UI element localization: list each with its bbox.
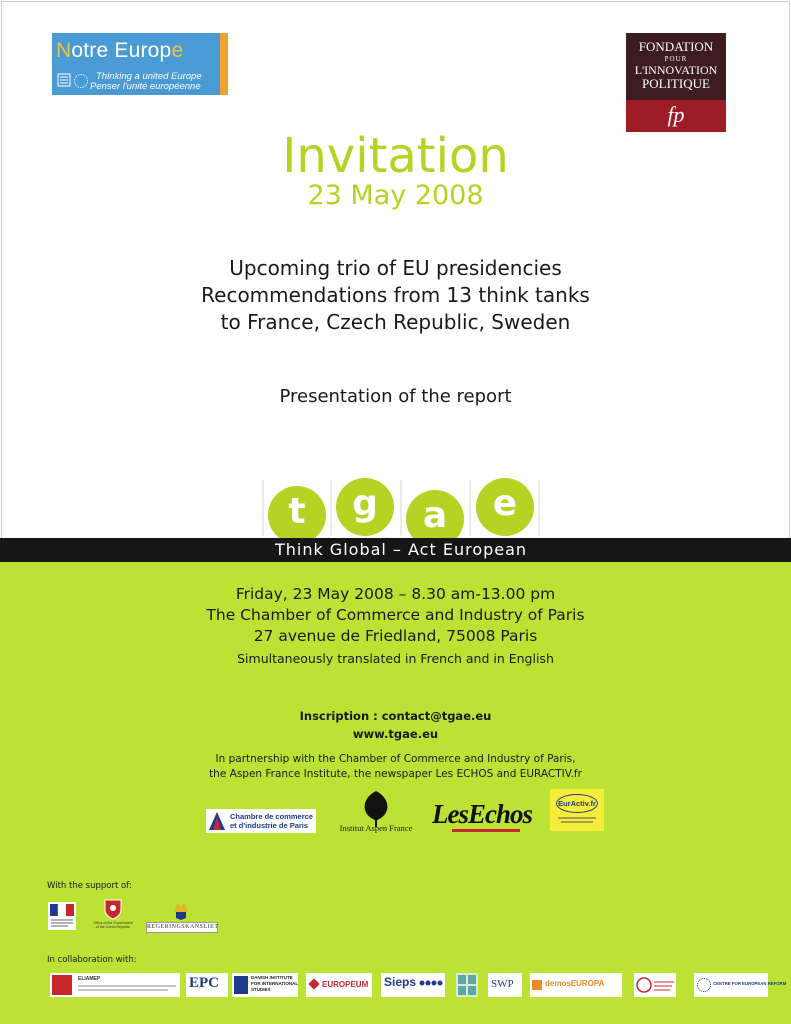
swedish-government-label: REGERINGSKANSLIET <box>146 922 218 933</box>
subject-line: Recommendations from 13 think tanks <box>201 283 590 307</box>
partnership-text <box>0 752 791 782</box>
collab-logo-epc <box>186 973 228 997</box>
cer-stars-icon <box>697 978 711 992</box>
collab-logo-europeum <box>306 973 372 997</box>
translation-note: Simultaneously translated in French and in English <box>237 651 554 666</box>
event-venue: The Chamber of Commerce and Industry of Paris <box>206 606 585 624</box>
swedish-government-logo <box>146 900 219 932</box>
event-date-time: Friday, 23 May 2008 – 8.30 am-13.00 pm <box>235 585 556 603</box>
website-link[interactable]: www.tgae.eu <box>352 727 439 741</box>
diis-label: DANISH INSTITUTE FOR INTERNATIONAL STUDIES <box>251 975 299 992</box>
fondation-innovation-politique-logo <box>626 33 726 132</box>
sieps-label: Sieps <box>384 975 417 989</box>
invitation-date: 23 May 2008 <box>307 180 484 211</box>
fondation-line4: POLITIQUE <box>642 76 710 91</box>
ccip-symbol-icon <box>209 812 225 830</box>
aspen-logo <box>328 790 424 836</box>
collab-logo-europe-research <box>634 973 676 997</box>
sieps-dots-icon <box>419 979 443 987</box>
event-address: 27 avenue de Friedland, 75008 Paris <box>253 627 538 645</box>
aspen-label: Institut Aspen France <box>339 823 413 833</box>
collab-logo-cer <box>694 973 787 997</box>
collab-logo-eliamep <box>50 973 180 997</box>
fp-monogram: fp <box>667 102 685 127</box>
collab-logo-ceps <box>456 973 478 997</box>
tgae-letter-g: g <box>336 478 394 536</box>
tgae-letter-e: e <box>476 478 534 536</box>
document-icon <box>57 73 71 87</box>
europeum-label: EUROPEUM <box>322 980 369 989</box>
notre-europe-title: Notre Europe <box>56 39 184 62</box>
eliamep-label: ELIAMEP <box>78 976 101 982</box>
fondation-line2: POUR <box>664 55 688 63</box>
inscription-contact: Inscription : contact@tgae.eu <box>299 709 492 723</box>
eu-stars-icon <box>74 74 88 88</box>
collab-logo-sieps <box>381 973 445 997</box>
euractiv-fineprint <box>558 816 596 826</box>
support-label: With the support of: <box>47 881 132 891</box>
collaboration-label: In collaboration with: <box>47 955 137 965</box>
notre-europe-logo <box>52 33 228 95</box>
les-echos-logo <box>432 799 530 833</box>
demos-label: demosEUROPA <box>545 979 605 988</box>
eliamep-fineprint <box>78 984 176 994</box>
globe-icon <box>634 973 676 997</box>
tgae-letter-a: a <box>406 490 464 548</box>
invitation-title: Invitation <box>282 128 509 184</box>
tgae-tagline: Think Global – Act European <box>274 540 528 559</box>
euractiv-logo <box>550 789 604 831</box>
subject-line: to France, Czech Republic, Sweden <box>220 310 571 334</box>
ccip-logo <box>206 809 316 833</box>
les-echos-underline <box>452 829 520 832</box>
euractiv-label: EurActiv.fr <box>556 794 598 813</box>
presentation-text: Presentation of the report <box>279 386 512 407</box>
french-flag-icon <box>48 902 76 930</box>
notre-europe-tagline-en: Thinking a united Europe <box>96 71 202 82</box>
fondation-line3: L'INNOVATION <box>634 63 718 77</box>
collab-logo-demoseuropa <box>530 973 622 997</box>
swp-label: SWP <box>491 978 514 990</box>
les-echos-label: LesEchos <box>432 799 532 829</box>
collab-logo-swp <box>488 973 522 997</box>
french-republic-logo <box>48 902 76 930</box>
notre-europe-tagline-fr: Penser l'unité européenne <box>90 81 201 92</box>
ccip-text: Chambre de commerce et d'industrie de Paris <box>230 812 313 830</box>
subject-line: Upcoming trio of EU presidencies <box>229 256 562 280</box>
logo-stripe <box>220 33 228 95</box>
ceps-grid-icon <box>456 973 478 997</box>
tgae-logo <box>262 480 540 540</box>
europeum-mark-icon <box>308 978 319 989</box>
czech-government-logo <box>92 898 134 934</box>
demos-mark-icon <box>532 980 542 990</box>
epc-label: EPC <box>189 975 219 991</box>
fondation-line1: FONDATION <box>638 39 714 54</box>
czech-government-label: Office of the Government of the Czech Republic <box>93 921 133 929</box>
cer-label: CENTRE FOR EUROPEAN REFORM <box>713 981 787 986</box>
partnership-line: the Aspen France Institute, the newspaper Les ECHOS and EURACTIV.fr <box>209 768 582 780</box>
diis-mark-icon <box>234 976 248 994</box>
tgae-letter-t: t <box>268 486 326 544</box>
eliamep-mark-icon <box>52 975 72 995</box>
event-subject <box>0 255 791 336</box>
collab-logo-diis <box>232 973 298 997</box>
swedish-crown-icon <box>173 900 189 920</box>
partnership-line: In partnership with the Chamber of Commerce and Industry of Paris, <box>215 753 576 765</box>
event-details <box>0 584 791 647</box>
czech-crest-icon <box>103 898 123 920</box>
